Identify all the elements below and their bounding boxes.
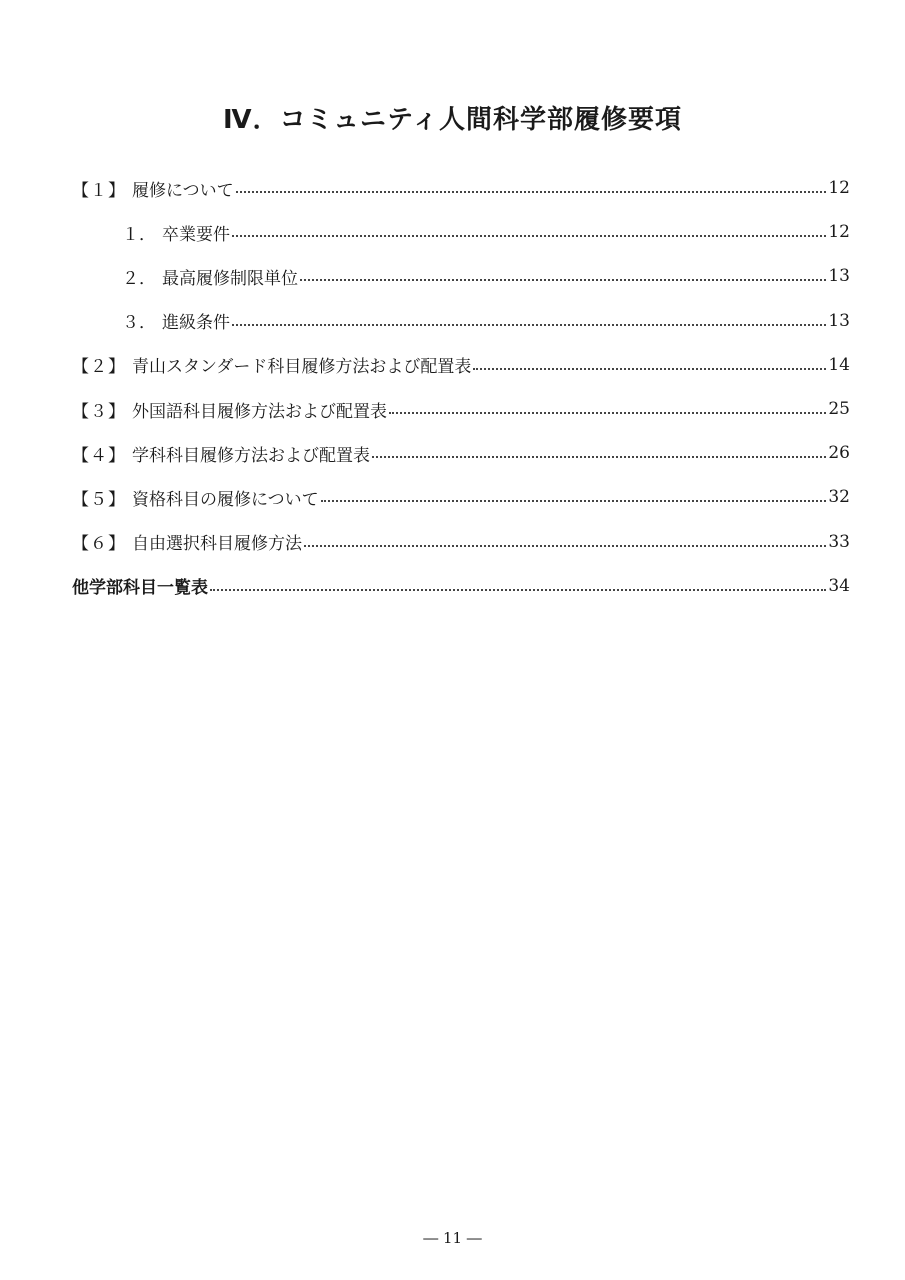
- page-title: Ⅳ．コミュニティ人間科学部履修要項: [223, 105, 682, 135]
- toc-item-other-faculties[interactable]: [72, 564, 850, 608]
- toc-number: 【１】: [72, 180, 126, 201]
- toc-label: 履修について: [132, 180, 234, 201]
- toc-item-1-3[interactable]: [72, 299, 850, 343]
- toc-label: 卒業要件: [162, 224, 230, 245]
- toc-item-4[interactable]: [72, 431, 850, 475]
- toc-label: 青山スタンダード科目履修方法および配置表: [132, 357, 472, 378]
- toc-label: 最高履修制限単位: [162, 268, 298, 289]
- dot-leader: [300, 279, 826, 281]
- dot-leader: [473, 368, 826, 370]
- toc-page-number: 13: [828, 310, 850, 331]
- toc-item-1[interactable]: [72, 166, 850, 210]
- toc-item-6[interactable]: [72, 520, 850, 564]
- dot-leader: [236, 191, 827, 193]
- toc-page-number: 32: [828, 487, 850, 508]
- toc-page-number: 12: [828, 178, 850, 199]
- toc-page-number: 13: [828, 266, 850, 287]
- page-number-footer: ― 11 ―: [423, 1229, 482, 1247]
- toc-label: 資格科目の履修について: [132, 489, 319, 510]
- dot-leader: [232, 235, 826, 237]
- dot-leader: [321, 500, 827, 502]
- toc-label: 進級条件: [162, 313, 230, 334]
- dot-leader: [389, 412, 826, 414]
- toc-item-1-2[interactable]: [72, 254, 850, 298]
- dot-leader: [232, 324, 826, 326]
- toc-page-number: 25: [828, 399, 850, 420]
- toc-label: 他学部科目一覧表: [72, 578, 208, 599]
- toc-number: 【５】: [72, 489, 126, 510]
- toc-page-number: 34: [828, 575, 850, 596]
- toc-number: １．: [122, 224, 156, 245]
- toc-item-1-1[interactable]: [72, 210, 850, 254]
- toc-number: ２．: [122, 268, 156, 289]
- toc-number: ３．: [122, 313, 156, 334]
- dot-leader: [304, 545, 826, 547]
- toc-number: 【６】: [72, 534, 126, 555]
- toc-number: 【４】: [72, 445, 126, 466]
- table-of-contents: [72, 166, 850, 608]
- toc-label: 自由選択科目履修方法: [132, 534, 302, 555]
- toc-label: 外国語科目履修方法および配置表: [132, 401, 387, 422]
- toc-item-2[interactable]: [72, 343, 850, 387]
- toc-number: 【３】: [72, 401, 126, 422]
- toc-page-number: 26: [828, 443, 850, 464]
- toc-page-number: 12: [828, 222, 850, 243]
- toc-number: 【２】: [72, 357, 126, 378]
- dot-leader: [372, 456, 826, 458]
- toc-item-5[interactable]: [72, 475, 850, 519]
- toc-item-3[interactable]: [72, 387, 850, 431]
- toc-page-number: 33: [828, 531, 850, 552]
- dot-leader: [210, 589, 826, 591]
- toc-page-number: 14: [828, 354, 850, 375]
- toc-label: 学科科目履修方法および配置表: [132, 445, 370, 466]
